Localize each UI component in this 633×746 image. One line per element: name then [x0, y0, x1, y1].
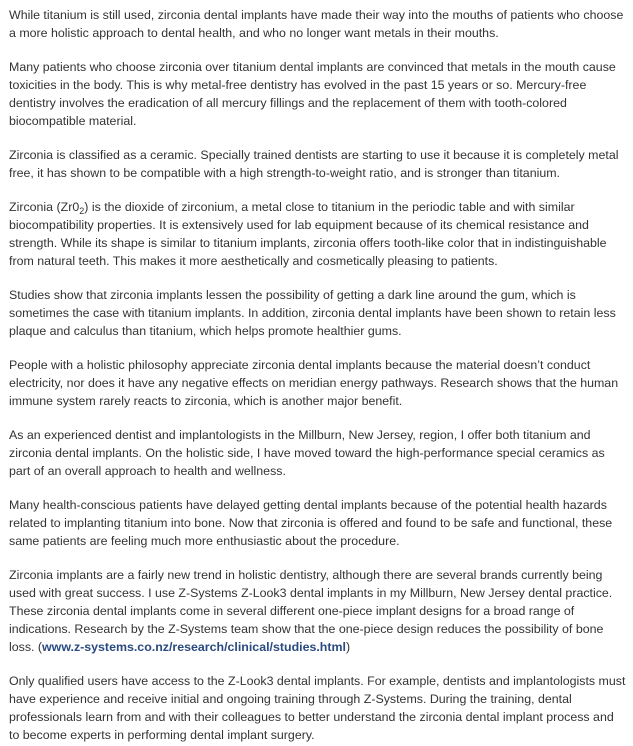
paragraph-holistic: People with a holistic philosophy appreciate zirconia dental implants because the material doesn’t conduct electricity, nor does it have any negative effects on meridian energy pathways. Research shows that the human immune system rarely reacts to zirconia, which is another major benefit. — [9, 358, 619, 408]
paragraph-experience: As an experienced dentist and implantologists in the Millburn, New Jersey, region, I offer both titanium and zirconia dental implants. On the holistic side, I have moved toward the high-performance special ceramics as part of an overall approach to health and wellness. — [9, 428, 605, 478]
paragraph-health-conscious: Many health-conscious patients have delayed getting dental implants because of the potential health hazards related to implanting titanium into bone. Now that zirconia is offered and found to be safe and functional, these same patients are feeling much more enthusiastic about the procedure. — [9, 498, 613, 548]
paragraph-z-systems — [9, 566, 627, 656]
z-systems-close: ) — [345, 640, 351, 654]
paragraph-intro: While titanium is still used, zirconia dental implants have made their way into the mouths of patients who choose a more holistic approach to dental health, and who no longer want metals in their mouths. — [9, 8, 624, 40]
paragraph-qualified-users: Only qualified users have access to the Z-Look3 dental implants. For example, dentists and implantologists must have experience and receive initial and ongoing training through Z-Systems. During the training, dental professionals learn from and with their colleagues to better understand the zirconia dental implant process and to become experts in performing dental implant surgery. — [9, 674, 626, 742]
paragraph-dioxide — [9, 198, 627, 270]
research-link[interactable]: www.z-systems.co.nz/research/clinical/studies.html — [42, 640, 346, 654]
z-systems-text: Zirconia implants are a fairly new trend in holistic dentistry, although there are several brands currently being used with great success. I use Z-Systems Z-Look3 dental implants in my Millburn, New Jersey dental practice. These zirconia dental implants come in several different one-piece implant designs for a broad range of indications. Research by the Z-Systems team show that the one-piece design reduces the possibility of bone loss. ( — [9, 568, 613, 654]
dioxide-text: ) is the dioxide of zirconium, a metal close to titanium in the periodic table and with similar biocompatibility properties. It is extensively used for lab equipment because of its chemical resistance and strength. While its shape is similar to titanium implants, zirconia offers tooth-like color that in indistinguishable from natural teeth. This makes it more aesthetically and cosmetically pleasing to patients. — [9, 200, 607, 268]
paragraph-gum-health: Studies show that zirconia implants lessen the possibility of getting a dark line around the gum, which is sometimes the case with titanium implants. In addition, zirconia dental implants have been shown to retain less plaque and calculus than titanium, which helps promote healthier gums. — [9, 288, 616, 338]
formula-subscript: 2 — [79, 206, 85, 216]
formula-prefix: Zirconia (Zr0 — [9, 200, 80, 214]
paragraph-metal-free: Many patients who choose zirconia over titanium dental implants are convinced that metals in the mouth cause toxicities in the body. This is why metal-free dentistry has evolved in the past 15 years or so. Mercury-free dentistry involves the eradication of all mercury fillings and the replacement of them with tooth-colored biocompatible material. — [9, 60, 616, 128]
paragraph-ceramic: Zirconia is classified as a ceramic. Specially trained dentists are starting to use it because it is completely metal free, it has shown to be compatible with a high strength-to-weight ratio, and is stronger than titanium. — [9, 148, 619, 180]
